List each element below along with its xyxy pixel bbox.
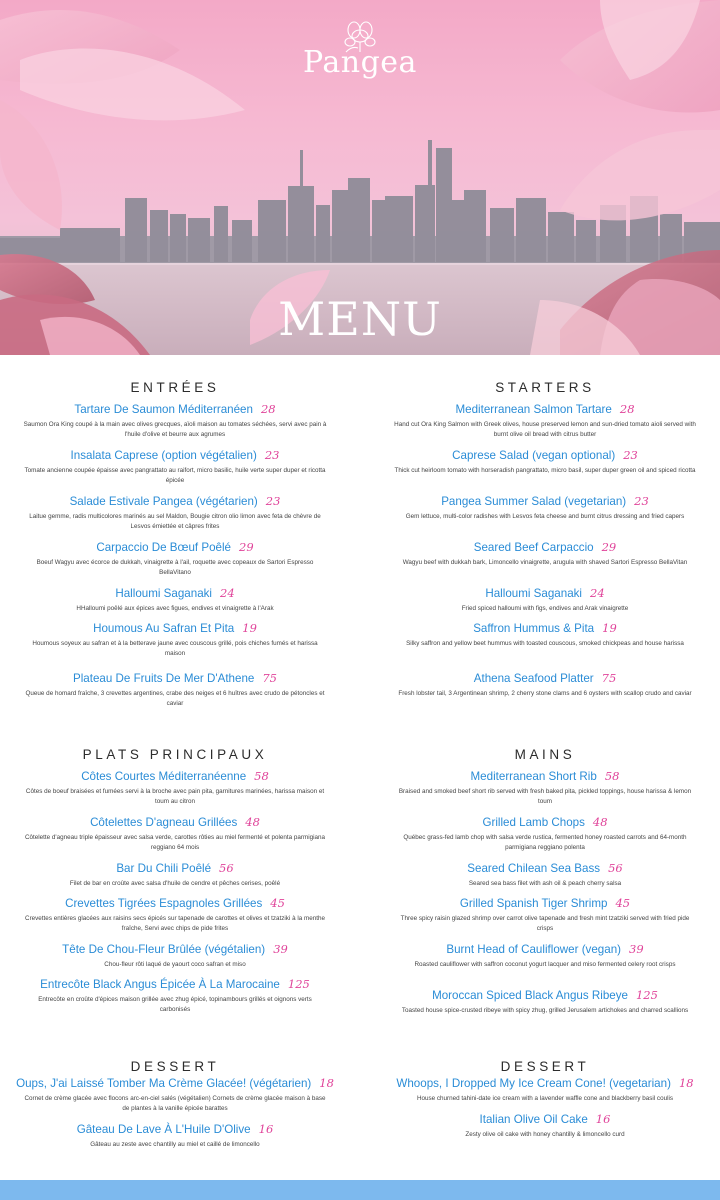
menu-item [15,942,335,970]
item-price: 29 [239,540,254,554]
item-description: Chou-fleur rôti laqué de yaourt coco safran et miso [104,961,246,968]
menu-item [15,977,335,1016]
item-price: 75 [262,671,277,685]
item-name: Oups, J'ai Laissé Tomber Ma Crème Glacée! (végétarien) 18 [16,1076,334,1090]
page-title: MENU [278,292,442,346]
item-price: 23 [264,448,280,462]
item-price: 125 [287,977,310,991]
item-name: Italian Olive Oil Cake 16 [479,1112,611,1126]
menu-item [15,671,335,710]
item-description: Zesty olive oil cake with honey chantilly & limoncello curd [465,1131,625,1138]
item-price: 45 [270,896,285,910]
item-name: Seared Chilean Sea Bass 56 [467,861,623,875]
item-note: (vegan optional) [532,449,616,462]
item-price: 58 [604,769,620,783]
item-description: Queue de homard fraîche, 3 crevettes argentines, crabe des neiges et 6 huîtres avec crudo de pétoncles et caviar [25,690,325,708]
menu-item [385,448,705,476]
item-price: 24 [590,586,605,600]
menu-item [385,1112,705,1140]
item-name: Tête De Chou-Fleur Brûlée (végétalien) 39 [62,942,288,956]
footer-bar [0,1180,720,1200]
item-name: Côtelettes D'agneau Grillées 48 [90,815,260,829]
item-name: Tartare De Saumon Méditerranéen 28 [74,402,276,416]
item-name: Insalata Caprese (option végétalien) 23 [70,448,280,462]
item-description: Saumon Ora King coupé à la main avec olives grecques, aïoli maison au tomates séchées, servi avec pain à l'huile d'olive et beurre aux agrumes [23,421,327,439]
item-description: Côtelette d'agneau triple épaisseur avec salsa verde, carottes rôties au miel fermenté et polenta parmigiana reggiano 64 mois [24,834,326,852]
menu-item [15,1122,335,1150]
item-description: Seared sea bass filet with ash oil & peach cherry salsa [468,880,622,887]
item-description: Wagyu beef with dukkah bark, Limoncello vinaigrette, arugula with shaved Sartori Espresso BellaVitan [402,559,688,566]
item-price: 45 [615,896,631,910]
item-description: Boeuf Wagyu avec écorce de dukkah, vinaigrette à l'ail, roquette avec copeaux de Sartori Espresso BellaVitano [36,559,314,577]
item-price: 39 [629,942,644,956]
menu-item [385,621,705,649]
item-price: 39 [273,942,288,956]
item-description: Gem lettuce, multi-color radishes with Lesvos feta cheese and burnt citrus dressing and fried capers [405,513,685,520]
item-description: Filet de bar en croûte avec salsa d'huile de cendre et pêches cerises, poêlé [69,880,281,887]
item-description: House churned tahini-date ice cream with a lavender waffle cone and blackberry basil coulis [416,1095,674,1102]
menu-item [15,586,335,614]
section-title-entrees: ENTRÉES [130,380,220,395]
menu-item [385,1076,705,1104]
menu-item [385,942,705,970]
menu-item [385,988,705,1016]
item-name: Gâteau De Lave À L'Huile D'Olive 16 [76,1122,274,1136]
item-name: Halloumi Saganaki 24 [115,586,235,600]
item-description: Crevettes entières glacées aux raisins secs épicés sur tapenade de carottes et olives et tzatziki à la menthe fraîche, Servi avec chips de pide frites [25,915,325,933]
item-price: 28 [619,402,635,416]
item-description: Houmous soyeux au safran et à la betterave jaune avec couscous grillé, pois chiches fumés et harissa maison [32,640,318,658]
section-title-dessert-fr: DESSERT [130,1059,220,1074]
menu-item [385,769,705,808]
section-title-mains: MAINS [514,747,576,762]
item-price: 29 [601,540,617,554]
section-title-starters: STARTERS [495,380,595,395]
section-title-plats: PLATS PRINCIPAUX [82,747,268,762]
item-description: Gâteau au zeste avec chantilly au miel et caillé de limoncello [90,1141,260,1148]
menu-item [15,448,335,487]
item-description: Silky saffron and yellow beet hummus with toasted couscous, smoked chickpeas and house harissa [406,640,684,647]
item-price: 18 [678,1076,694,1090]
item-note: (vegetarian) [564,495,627,508]
item-note: (végétarien) [195,495,258,508]
logo-text: Pangea [303,45,417,80]
item-name: Bar Du Chili Poêlé 56 [116,861,234,875]
item-name: Houmous Au Safran Et Pita 19 [93,621,257,635]
item-name: Entrecôte Black Angus Épicée À La Marocaine 125 [40,977,310,991]
item-description: Thick cut heirloom tomato with horseradish pangrattato, micro basil, super duper green oil and spiced ricotta [394,467,696,474]
item-description: Fresh lobster tail, 3 Argentinean shrimp, 2 cherry stone clams and 6 oysters with scallop crudo and caviar [398,690,692,697]
item-description: Fried spiced halloumi with figs, endives and Arak vinaigrette [461,605,629,612]
menu-item [15,402,335,441]
menu-item [385,540,705,568]
item-price: 48 [592,815,608,829]
item-price: 16 [258,1122,274,1136]
section-title-dessert-en: DESSERT [500,1059,590,1074]
menu-item [15,769,335,808]
menu-item [15,540,335,579]
menu-item [385,586,705,614]
item-description: Braised and smoked beef short rib served with fresh baked pita, pickled toppings, house harissa & lemon toum [398,788,692,806]
item-name: Mediterranean Salmon Tartare 28 [455,402,635,416]
item-description: Entrecôte en croûte d'épices maison grillée avec zhug épicé, topinambours grillés et oignons verts carbonisés [38,996,312,1014]
item-name: Saffron Hummus & Pita 19 [473,621,617,635]
item-name: Whoops, I Dropped My Ice Cream Cone! (vegetarian) 18 [396,1076,694,1090]
item-description: Québec grass-fed lamb chop with salsa verde rustica, fermented honey roasted carrots and 64-month parmigiana reggiano polenta [403,834,687,852]
item-name: Mediterranean Short Rib 58 [470,769,620,783]
item-description: Toasted house spice-crusted ribeye with spicy zhug, grilled Jerusalem artichokes and charred scallions [401,1007,689,1014]
item-price: 18 [319,1076,334,1090]
menu-item [385,861,705,889]
item-name: Halloumi Saganaki 24 [485,586,605,600]
item-description: Cornet de crème glacée avec flocons arc-en-ciel salés (végétalien) Cornets de crème glacée maison à base de plantes à la vanille épicée barattes [24,1095,326,1113]
item-description: Tomate ancienne coupée épaisse avec pangrattato au raifort, micro basilic, huile verte super duper et ricotta épicée [24,467,326,485]
item-name: Côtes Courtes Méditerranéenne 58 [81,769,269,783]
menu-item [385,494,705,522]
menu-item [385,815,705,854]
menu-item [385,896,705,935]
item-note: (végétalien) [204,943,266,956]
item-name: Caprese Salad (vegan optional) 23 [452,448,638,462]
item-price: 58 [254,769,269,783]
item-price: 48 [245,815,260,829]
item-note: (vegetarian) [609,1077,671,1090]
item-price: 75 [601,671,617,685]
item-note: (option végétalien) [161,449,257,462]
menu-item [15,815,335,854]
item-price: 56 [608,861,623,875]
item-description: HHalloumi poêlé aux épices avec figues, endives et vinaigrette à l'Arak [76,605,274,612]
menu-item [385,402,705,441]
item-name: Salade Estivale Pangea (végétarien) 23 [69,494,281,508]
menu-item [385,671,705,699]
item-price: 23 [623,448,638,462]
logo [300,18,420,78]
item-price: 24 [220,586,235,600]
item-name: Grilled Lamb Chops 48 [482,815,608,829]
item-name: Athena Seafood Platter 75 [473,671,617,685]
item-price: 28 [260,402,276,416]
item-name: Carpaccio De Bœuf Poêlé 29 [96,540,254,554]
item-description: Hand cut Ora King Salmon with Greek olives, house preserved lemon and sun-dried tomato aioli served with burnt olive oil bread with citrus butter [394,421,696,439]
item-name: Crevettes Tigrées Espagnoles Grillées 45 [65,896,285,910]
item-price: 19 [602,621,617,635]
item-description: Côtes de boeuf braisées et fumées servi à la broche avec pain pita, garnitures marinées, harissa maison et toum au citron [25,788,325,806]
item-price: 23 [634,494,649,508]
menu-item [15,861,335,889]
item-name: Grilled Spanish Tiger Shrimp 45 [459,896,631,910]
item-name: Burnt Head of Cauliflower (vegan) 39 [446,942,644,956]
item-price: 19 [242,621,257,635]
item-note: (vegan) [581,943,621,956]
item-name: Pangea Summer Salad (vegetarian) 23 [441,494,649,508]
item-price: 23 [265,494,281,508]
item-description: Laitue gemme, radis multicolores marinés au sel Maldon, Bougie citron olio limon avec feta de chèvre de Lesvos émiettée et câpres frites [29,513,321,531]
item-description: Roasted cauliflower with saffron coconut yogurt lacquer and miso fermented celery root crisps [414,961,676,968]
menu-item [15,494,335,533]
item-description: Three spicy raisin glazed shrimp over carrot olive tapenade and fresh mint tzatziki served with fried pide crisps [400,915,690,933]
item-price: 125 [635,988,658,1002]
item-name: Plateau De Fruits De Mer D'Athene 75 [73,671,277,685]
item-price: 16 [595,1112,611,1126]
item-name: Moroccan Spiced Black Angus Ribeye 125 [432,988,658,1002]
hero-banner [0,0,720,355]
item-note: (végétarien) [249,1077,312,1090]
menu-item [15,1076,335,1115]
item-name: Seared Beef Carpaccio 29 [473,540,617,554]
menu-item [15,621,335,660]
menu-item [15,896,335,935]
item-price: 56 [219,861,234,875]
